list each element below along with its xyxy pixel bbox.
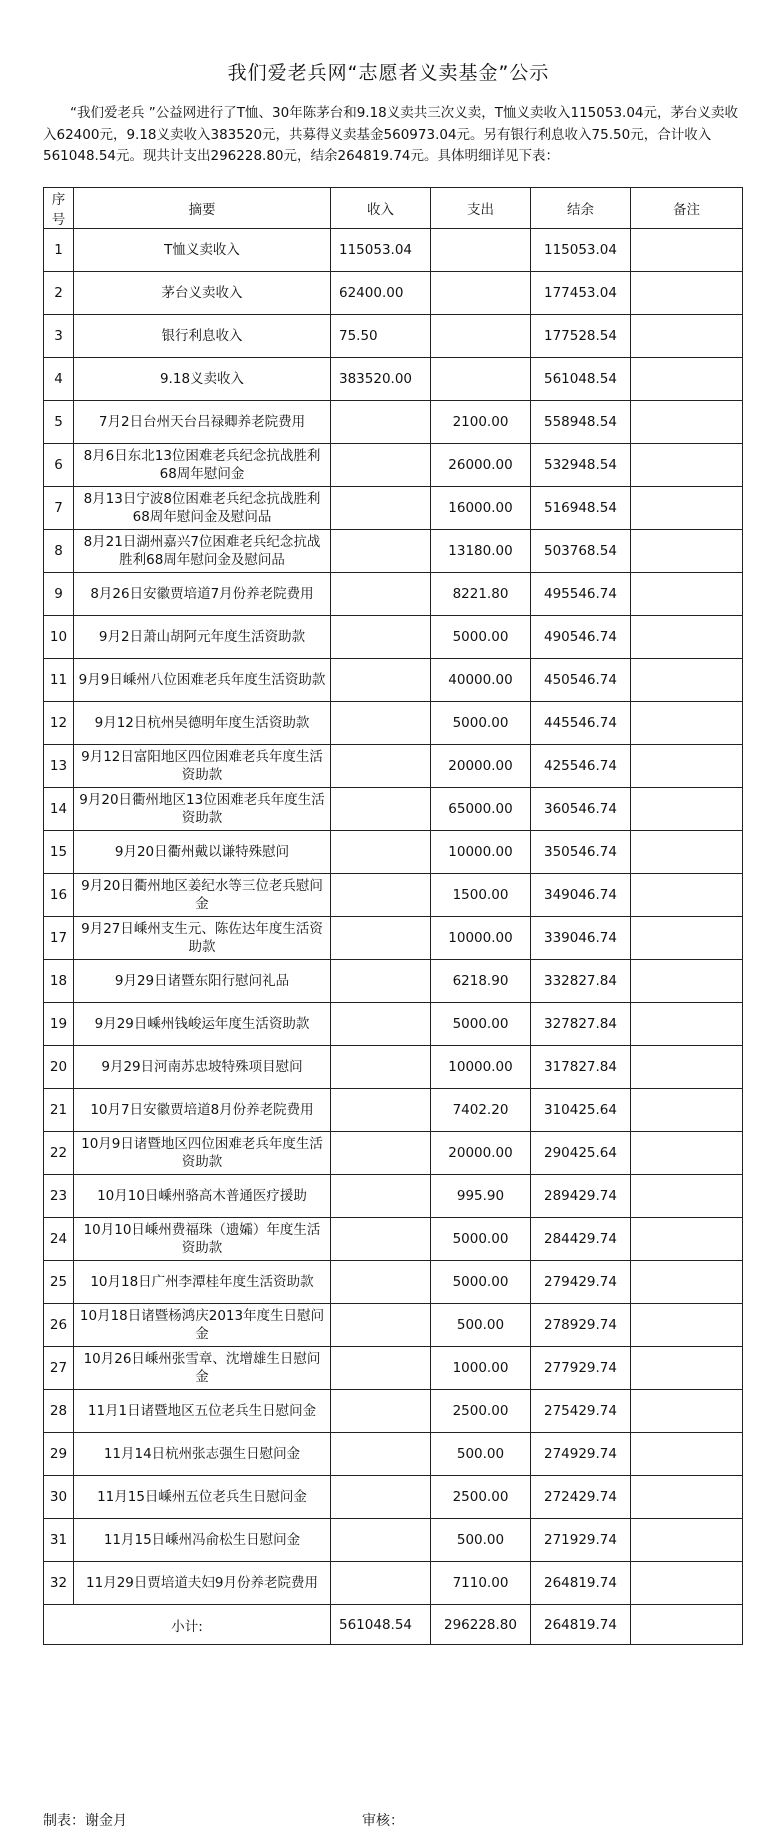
table-row <box>44 659 743 702</box>
row-note <box>631 1519 743 1562</box>
row-balance: 271929.74 <box>531 1519 631 1562</box>
row-note <box>631 960 743 1003</box>
row-no: 13 <box>44 745 74 788</box>
row-balance: 272429.74 <box>531 1476 631 1519</box>
row-balance: 310425.64 <box>531 1089 631 1132</box>
row-balance: 317827.84 <box>531 1046 631 1089</box>
row-no: 22 <box>44 1132 74 1175</box>
total-note <box>631 1605 743 1645</box>
row-note <box>631 1089 743 1132</box>
row-income <box>331 1519 431 1562</box>
row-income <box>331 1175 431 1218</box>
total-expense: 296228.80 <box>431 1605 531 1645</box>
row-summary: 9月29日河南苏忠坡特殊项目慰问 <box>74 1046 331 1089</box>
row-summary: 11月14日杭州张志强生日慰问金 <box>74 1433 331 1476</box>
table-row <box>44 1132 743 1175</box>
row-note <box>631 573 743 616</box>
row-summary: 8月6日东北13位困难老兵纪念抗战胜利68周年慰问金 <box>74 444 331 487</box>
row-expense: 995.90 <box>431 1175 531 1218</box>
row-no: 1 <box>44 229 74 272</box>
fund-table <box>43 187 743 1645</box>
row-balance: 278929.74 <box>531 1304 631 1347</box>
total-row <box>44 1605 743 1645</box>
row-income <box>331 530 431 573</box>
row-income <box>331 487 431 530</box>
table-row <box>44 358 743 401</box>
table-row <box>44 1046 743 1089</box>
row-note <box>631 272 743 315</box>
row-income <box>331 1476 431 1519</box>
row-no: 14 <box>44 788 74 831</box>
row-balance: 360546.74 <box>531 788 631 831</box>
intro-paragraph: “我们爱老兵 ”公益网进行了T恤、30年陈茅台和9.18义卖共三次义卖，T恤义卖收入115053.04元，茅台义卖收入62400元，9.18义卖收入383520元，共募得义卖基金560973.04元。另有银行利息收入75.50元，合计收入561048.54元。现共计支出296228.80元，结余264819.74元。具体明细详见下表： <box>43 105 739 164</box>
row-expense: 500.00 <box>431 1519 531 1562</box>
row-summary: 茅台义卖收入 <box>74 272 331 315</box>
table-row <box>44 573 743 616</box>
row-income <box>331 1261 431 1304</box>
row-summary: 9月20日衢州地区13位困难老兵年度生活资助款 <box>74 788 331 831</box>
row-balance: 289429.74 <box>531 1175 631 1218</box>
row-income <box>331 1089 431 1132</box>
row-income <box>331 831 431 874</box>
row-balance: 425546.74 <box>531 745 631 788</box>
row-no: 29 <box>44 1433 74 1476</box>
row-expense: 5000.00 <box>431 616 531 659</box>
table-row <box>44 1089 743 1132</box>
row-expense: 5000.00 <box>431 1003 531 1046</box>
row-expense: 10000.00 <box>431 1046 531 1089</box>
row-no: 16 <box>44 874 74 917</box>
table-row <box>44 745 743 788</box>
row-summary: 9月12日杭州吴德明年度生活资助款 <box>74 702 331 745</box>
row-no: 18 <box>44 960 74 1003</box>
row-note <box>631 1003 743 1046</box>
total-label: 小计: <box>44 1605 331 1645</box>
row-expense: 7110.00 <box>431 1562 531 1605</box>
row-balance: 561048.54 <box>531 358 631 401</box>
table-row <box>44 401 743 444</box>
row-expense: 500.00 <box>431 1304 531 1347</box>
row-summary: 7月2日台州天台吕禄卿养老院费用 <box>74 401 331 444</box>
row-income <box>331 659 431 702</box>
row-income <box>331 745 431 788</box>
row-income: 383520.00 <box>331 358 431 401</box>
table-row <box>44 530 743 573</box>
row-expense: 10000.00 <box>431 917 531 960</box>
row-summary: 10月10日嵊州骆高木普通医疗援助 <box>74 1175 331 1218</box>
table-row <box>44 1562 743 1605</box>
row-no: 17 <box>44 917 74 960</box>
row-income <box>331 401 431 444</box>
row-balance: 349046.74 <box>531 874 631 917</box>
row-income <box>331 573 431 616</box>
row-income <box>331 444 431 487</box>
row-note <box>631 1562 743 1605</box>
row-balance: 279429.74 <box>531 1261 631 1304</box>
row-summary: 9月27日嵊州支生元、陈佐达年度生活资助款 <box>74 917 331 960</box>
row-balance: 532948.54 <box>531 444 631 487</box>
row-summary: T恤义卖收入 <box>74 229 331 272</box>
row-balance: 495546.74 <box>531 573 631 616</box>
row-income <box>331 616 431 659</box>
row-note <box>631 1175 743 1218</box>
table-auditor: 审核： <box>362 1813 404 1829</box>
table-row <box>44 1304 743 1347</box>
row-expense: 26000.00 <box>431 444 531 487</box>
row-no: 26 <box>44 1304 74 1347</box>
row-note <box>631 1390 743 1433</box>
row-income <box>331 1390 431 1433</box>
total-balance: 264819.74 <box>531 1605 631 1645</box>
row-no: 3 <box>44 315 74 358</box>
row-income <box>331 1218 431 1261</box>
header-note: 备注 <box>631 188 743 229</box>
table-row <box>44 315 743 358</box>
header-balance: 结余 <box>531 188 631 229</box>
row-summary: 10月9日诸暨地区四位困难老兵年度生活资助款 <box>74 1132 331 1175</box>
row-income <box>331 788 431 831</box>
row-no: 8 <box>44 530 74 573</box>
row-income <box>331 702 431 745</box>
row-balance: 350546.74 <box>531 831 631 874</box>
row-no: 25 <box>44 1261 74 1304</box>
table-row <box>44 1519 743 1562</box>
table-row <box>44 702 743 745</box>
table-row <box>44 487 743 530</box>
row-expense: 1000.00 <box>431 1347 531 1390</box>
row-balance: 450546.74 <box>531 659 631 702</box>
row-income: 115053.04 <box>331 229 431 272</box>
row-note <box>631 1218 743 1261</box>
row-balance: 290425.64 <box>531 1132 631 1175</box>
row-summary: 10月26日嵊州张雪章、沈增雄生日慰问金 <box>74 1347 331 1390</box>
row-expense <box>431 229 531 272</box>
row-summary: 9月29日嵊州钱峻运年度生活资助款 <box>74 1003 331 1046</box>
row-expense: 7402.20 <box>431 1089 531 1132</box>
row-note <box>631 874 743 917</box>
row-summary: 9月9日嵊州八位困难老兵年度生活资助款 <box>74 659 331 702</box>
row-balance: 516948.54 <box>531 487 631 530</box>
row-no: 6 <box>44 444 74 487</box>
page-title: 我们爱老兵网“志愿者义卖基金”公示 <box>227 62 550 84</box>
row-balance: 115053.04 <box>531 229 631 272</box>
row-expense <box>431 358 531 401</box>
row-summary: 8月13日宁波8位困难老兵纪念抗战胜利68周年慰问金及慰问品 <box>74 487 331 530</box>
row-expense: 2500.00 <box>431 1390 531 1433</box>
row-income: 62400.00 <box>331 272 431 315</box>
row-note <box>631 1132 743 1175</box>
row-no: 31 <box>44 1519 74 1562</box>
table-row <box>44 1433 743 1476</box>
row-summary: 9月2日萧山胡阿元年度生活资助款 <box>74 616 331 659</box>
row-income <box>331 1003 431 1046</box>
row-expense <box>431 315 531 358</box>
row-income: 75.50 <box>331 315 431 358</box>
table-row <box>44 788 743 831</box>
row-no: 2 <box>44 272 74 315</box>
row-balance: 177528.54 <box>531 315 631 358</box>
table-maker: 制表：谢金月 <box>43 1813 127 1829</box>
row-note <box>631 659 743 702</box>
row-note <box>631 1304 743 1347</box>
row-expense <box>431 272 531 315</box>
row-expense: 5000.00 <box>431 702 531 745</box>
row-note <box>631 487 743 530</box>
table-row <box>44 874 743 917</box>
row-summary: 10月7日安徽贾培道8月份养老院费用 <box>74 1089 331 1132</box>
row-summary: 9月20日衢州地区姜纪水等三位老兵慰问金 <box>74 874 331 917</box>
header-summary: 摘要 <box>74 188 331 229</box>
row-no: 10 <box>44 616 74 659</box>
row-summary: 8月21日湖州嘉兴7位困难老兵纪念抗战胜利68周年慰问金及慰问品 <box>74 530 331 573</box>
row-expense: 2100.00 <box>431 401 531 444</box>
row-note <box>631 1046 743 1089</box>
row-note <box>631 1347 743 1390</box>
row-no: 23 <box>44 1175 74 1218</box>
row-note <box>631 315 743 358</box>
header-no: 序号 <box>44 188 74 229</box>
table-row <box>44 917 743 960</box>
row-summary: 11月15日嵊州冯俞松生日慰问金 <box>74 1519 331 1562</box>
row-no: 12 <box>44 702 74 745</box>
row-no: 32 <box>44 1562 74 1605</box>
row-summary: 10月18日诸暨杨鸿庆2013年度生日慰问金 <box>74 1304 331 1347</box>
row-balance: 558948.54 <box>531 401 631 444</box>
row-expense: 8221.80 <box>431 573 531 616</box>
row-no: 19 <box>44 1003 74 1046</box>
row-balance: 503768.54 <box>531 530 631 573</box>
row-no: 15 <box>44 831 74 874</box>
row-summary: 银行利息收入 <box>74 315 331 358</box>
row-summary: 8月26日安徽贾培道7月份养老院费用 <box>74 573 331 616</box>
table-row <box>44 1261 743 1304</box>
row-income <box>331 917 431 960</box>
row-summary: 9月20日衢州戴以谦特殊慰问 <box>74 831 331 874</box>
row-expense: 2500.00 <box>431 1476 531 1519</box>
table-row <box>44 1003 743 1046</box>
table-row <box>44 272 743 315</box>
row-note <box>631 788 743 831</box>
row-no: 30 <box>44 1476 74 1519</box>
row-no: 4 <box>44 358 74 401</box>
row-note <box>631 401 743 444</box>
row-no: 7 <box>44 487 74 530</box>
row-no: 9 <box>44 573 74 616</box>
row-balance: 275429.74 <box>531 1390 631 1433</box>
row-balance: 445546.74 <box>531 702 631 745</box>
table-row <box>44 1175 743 1218</box>
total-income: 561048.54 <box>331 1605 431 1645</box>
row-balance: 274929.74 <box>531 1433 631 1476</box>
row-no: 28 <box>44 1390 74 1433</box>
row-balance: 327827.84 <box>531 1003 631 1046</box>
table-header-row <box>44 188 743 229</box>
row-note <box>631 1476 743 1519</box>
row-note <box>631 444 743 487</box>
row-summary: 10月10日嵊州费福珠（遗孀）年度生活资助款 <box>74 1218 331 1261</box>
table-body <box>44 229 743 1605</box>
row-note <box>631 917 743 960</box>
table-row <box>44 444 743 487</box>
row-balance: 277929.74 <box>531 1347 631 1390</box>
row-note <box>631 358 743 401</box>
row-income <box>331 1046 431 1089</box>
row-expense: 5000.00 <box>431 1218 531 1261</box>
row-summary: 11月1日诸暨地区五位老兵生日慰问金 <box>74 1390 331 1433</box>
row-expense: 5000.00 <box>431 1261 531 1304</box>
row-summary: 9月29日诸暨东阳行慰问礼品 <box>74 960 331 1003</box>
table-row <box>44 1218 743 1261</box>
table-row <box>44 1390 743 1433</box>
row-no: 20 <box>44 1046 74 1089</box>
table-row <box>44 960 743 1003</box>
row-balance: 177453.04 <box>531 272 631 315</box>
row-note <box>631 831 743 874</box>
row-summary: 9月12日富阳地区四位困难老兵年度生活资助款 <box>74 745 331 788</box>
row-income <box>331 1562 431 1605</box>
row-expense: 16000.00 <box>431 487 531 530</box>
row-expense: 1500.00 <box>431 874 531 917</box>
row-note <box>631 1433 743 1476</box>
row-income <box>331 1433 431 1476</box>
row-no: 21 <box>44 1089 74 1132</box>
row-income <box>331 874 431 917</box>
row-summary: 11月15日嵊州五位老兵生日慰问金 <box>74 1476 331 1519</box>
row-summary: 11月29日贾培道夫妇9月份养老院费用 <box>74 1562 331 1605</box>
row-summary: 10月18日广州李潭桂年度生活资助款 <box>74 1261 331 1304</box>
table-row <box>44 831 743 874</box>
table-row <box>44 1476 743 1519</box>
table-row <box>44 616 743 659</box>
row-expense: 20000.00 <box>431 1132 531 1175</box>
header-income: 收入 <box>331 188 431 229</box>
row-note <box>631 616 743 659</box>
row-income <box>331 1132 431 1175</box>
row-note <box>631 229 743 272</box>
header-expense: 支出 <box>431 188 531 229</box>
row-income <box>331 1304 431 1347</box>
row-no: 11 <box>44 659 74 702</box>
row-no: 5 <box>44 401 74 444</box>
row-balance: 284429.74 <box>531 1218 631 1261</box>
row-income <box>331 1347 431 1390</box>
row-balance: 332827.84 <box>531 960 631 1003</box>
row-no: 24 <box>44 1218 74 1261</box>
row-note <box>631 702 743 745</box>
row-expense: 40000.00 <box>431 659 531 702</box>
row-expense: 65000.00 <box>431 788 531 831</box>
row-expense: 13180.00 <box>431 530 531 573</box>
row-expense: 10000.00 <box>431 831 531 874</box>
row-income <box>331 960 431 1003</box>
row-note <box>631 1261 743 1304</box>
row-balance: 264819.74 <box>531 1562 631 1605</box>
table-row <box>44 229 743 272</box>
row-note <box>631 745 743 788</box>
row-summary: 9.18义卖收入 <box>74 358 331 401</box>
table-row <box>44 1347 743 1390</box>
row-expense: 6218.90 <box>431 960 531 1003</box>
row-balance: 490546.74 <box>531 616 631 659</box>
row-expense: 500.00 <box>431 1433 531 1476</box>
row-note <box>631 530 743 573</box>
row-no: 27 <box>44 1347 74 1390</box>
row-expense: 20000.00 <box>431 745 531 788</box>
row-balance: 339046.74 <box>531 917 631 960</box>
